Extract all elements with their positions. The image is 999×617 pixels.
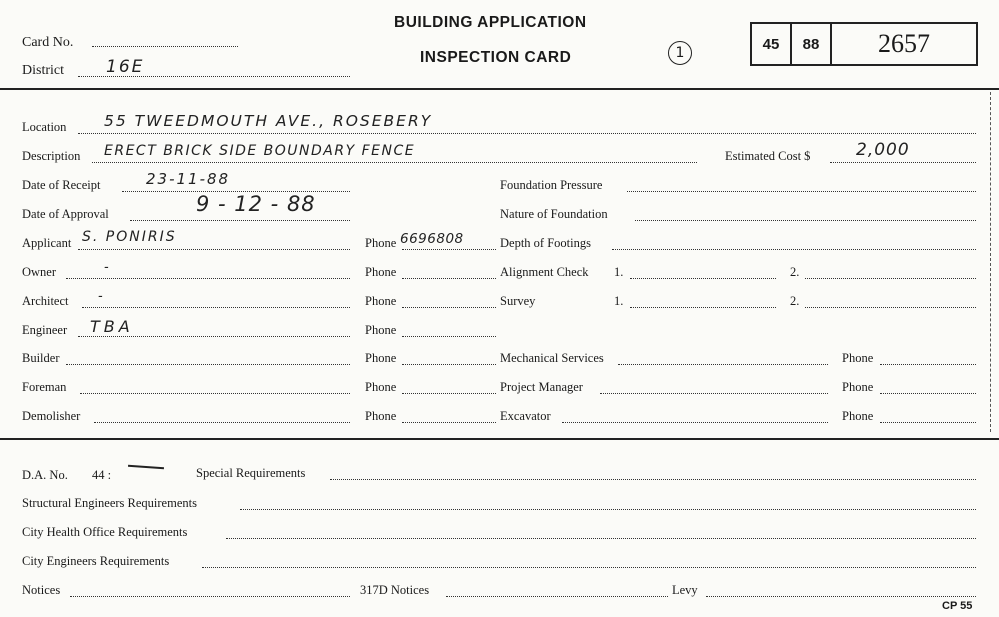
- project-manager-label: Project Manager: [500, 380, 583, 394]
- notices-317d-field[interactable]: [446, 596, 668, 597]
- applicant-phone-label: Phone: [365, 236, 397, 250]
- location-label: Location: [22, 120, 67, 134]
- survey-2-field[interactable]: [805, 307, 976, 308]
- description-field[interactable]: [92, 162, 697, 163]
- owner-label: Owner: [22, 265, 57, 279]
- number-box-2: 88: [790, 22, 832, 66]
- applicant-value: S. PONIRIS: [82, 229, 177, 245]
- city-health-label: City Health Office Requirements: [22, 525, 188, 539]
- description-value: ERECT BRICK SIDE BOUNDARY FENCE: [104, 143, 416, 159]
- nature-of-foundation-field[interactable]: [635, 220, 976, 221]
- architect-label: Architect: [22, 294, 69, 308]
- demolisher-label: Demolisher: [22, 409, 81, 423]
- owner-field[interactable]: [66, 278, 350, 279]
- applicant-label: Applicant: [22, 236, 72, 250]
- architect-value: -: [98, 289, 105, 304]
- project-manager-phone-field[interactable]: [880, 393, 976, 394]
- engineer-field[interactable]: [78, 336, 350, 337]
- project-manager-phone-label: Phone: [842, 380, 874, 394]
- section-divider: [0, 438, 999, 440]
- foundation-pressure-label: Foundation Pressure: [500, 178, 603, 192]
- form-title-line1: BUILDING APPLICATION: [394, 14, 587, 31]
- notices-317d-label: 317D Notices: [360, 583, 430, 597]
- architect-phone-field[interactable]: [402, 307, 496, 308]
- survey-1-label: 1.: [614, 294, 624, 308]
- excavator-label: Excavator: [500, 409, 551, 423]
- card-no-label: Card No.: [22, 35, 74, 50]
- mechanical-services-field[interactable]: [618, 364, 828, 365]
- builder-phone-field[interactable]: [402, 364, 496, 365]
- survey-2-label: 2.: [790, 294, 800, 308]
- number-box-3: 2657: [830, 22, 978, 66]
- applicant-phone-field[interactable]: [402, 249, 496, 250]
- city-engineers-label: City Engineers Requirements: [22, 554, 170, 568]
- levy-field[interactable]: [706, 596, 976, 597]
- special-requirements-label: Special Requirements: [196, 466, 306, 480]
- architect-phone-label: Phone: [365, 294, 397, 308]
- owner-value: -: [104, 260, 111, 275]
- levy-label: Levy: [672, 583, 698, 597]
- depth-of-footings-field[interactable]: [612, 249, 976, 250]
- depth-of-footings-label: Depth of Footings: [500, 236, 591, 250]
- survey-label: Survey: [500, 294, 536, 308]
- estimated-cost-label: Estimated Cost $: [725, 149, 811, 163]
- alignment-check-2-label: 2.: [790, 265, 800, 279]
- alignment-check-1-label: 1.: [614, 265, 624, 279]
- owner-phone-label: Phone: [365, 265, 397, 279]
- survey-1-field[interactable]: [630, 307, 776, 308]
- da-no-dash-mark: [128, 465, 164, 470]
- engineer-phone-field[interactable]: [402, 336, 496, 337]
- mechanical-phone-label: Phone: [842, 351, 874, 365]
- header-divider: [0, 88, 999, 90]
- alignment-check-label: Alignment Check: [500, 265, 589, 279]
- foreman-label: Foreman: [22, 380, 67, 394]
- nature-of-foundation-label: Nature of Foundation: [500, 207, 608, 221]
- date-of-receipt-label: Date of Receipt: [22, 178, 101, 192]
- location-field[interactable]: [78, 133, 976, 134]
- structural-engineers-field[interactable]: [240, 509, 976, 510]
- district-value: 16E: [106, 57, 145, 77]
- da-no-label: D.A. No.: [22, 468, 68, 482]
- foreman-phone-label: Phone: [365, 380, 397, 394]
- notices-label: Notices: [22, 583, 61, 597]
- project-manager-field[interactable]: [600, 393, 828, 394]
- city-engineers-field[interactable]: [202, 567, 976, 568]
- district-label: District: [22, 63, 64, 78]
- excavator-phone-label: Phone: [842, 409, 874, 423]
- special-requirements-field[interactable]: [330, 479, 976, 480]
- date-of-approval-label: Date of Approval: [22, 207, 109, 221]
- location-value: 55 TWEEDMOUTH AVE., ROSEBERY: [104, 112, 433, 130]
- city-health-field[interactable]: [226, 538, 976, 539]
- mechanical-services-label: Mechanical Services: [500, 351, 604, 365]
- date-of-approval-value: 9 - 12 - 88: [196, 192, 316, 216]
- owner-phone-field[interactable]: [402, 278, 496, 279]
- card-no-field[interactable]: [92, 46, 238, 47]
- alignment-check-1-field[interactable]: [630, 278, 776, 279]
- foundation-pressure-field[interactable]: [627, 191, 976, 192]
- engineer-value: TBA: [90, 317, 134, 336]
- number-box-1: 45: [750, 22, 792, 66]
- form-code: CP 55: [942, 600, 973, 612]
- circled-card-number: 1: [668, 41, 692, 65]
- date-of-approval-field[interactable]: [130, 220, 350, 221]
- architect-field[interactable]: [82, 307, 350, 308]
- demolisher-phone-label: Phone: [365, 409, 397, 423]
- applicant-field[interactable]: [78, 249, 350, 250]
- foreman-field[interactable]: [80, 393, 350, 394]
- right-edge-mark: [990, 92, 991, 432]
- demolisher-field[interactable]: [94, 422, 350, 423]
- estimated-cost-value: 2,000: [856, 140, 910, 160]
- foreman-phone-field[interactable]: [402, 393, 496, 394]
- mechanical-phone-field[interactable]: [880, 364, 976, 365]
- builder-field[interactable]: [66, 364, 350, 365]
- structural-engineers-label: Structural Engineers Requirements: [22, 496, 197, 510]
- engineer-label: Engineer: [22, 323, 68, 337]
- description-label: Description: [22, 149, 81, 163]
- engineer-phone-label: Phone: [365, 323, 397, 337]
- alignment-check-2-field[interactable]: [805, 278, 976, 279]
- da-no-value: 44 :: [92, 468, 112, 482]
- estimated-cost-field[interactable]: [830, 162, 976, 163]
- applicant-phone-value: 6696808: [400, 231, 464, 247]
- date-of-receipt-value: 23-11-88: [146, 170, 231, 188]
- builder-label: Builder: [22, 351, 60, 365]
- demolisher-phone-field[interactable]: [402, 422, 496, 423]
- notices-field[interactable]: [70, 596, 350, 597]
- excavator-field[interactable]: [562, 422, 828, 423]
- excavator-phone-field[interactable]: [880, 422, 976, 423]
- form-title-line2: INSPECTION CARD: [420, 49, 572, 66]
- builder-phone-label: Phone: [365, 351, 397, 365]
